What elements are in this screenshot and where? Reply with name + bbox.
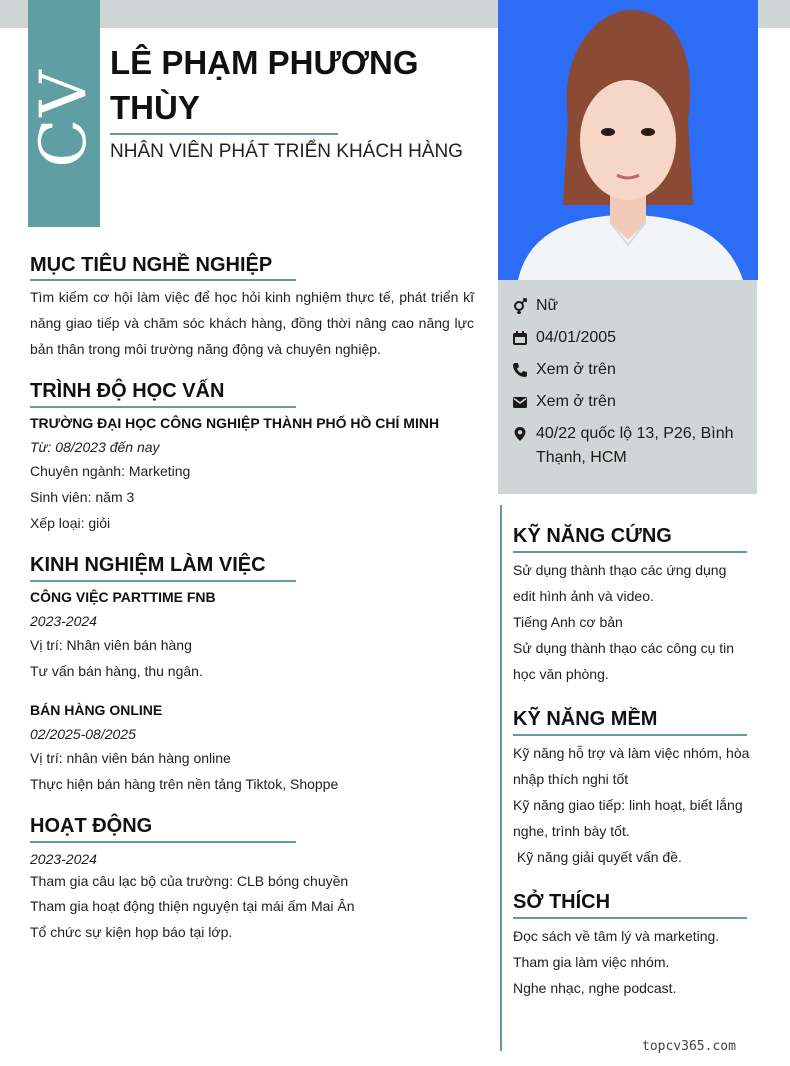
- location-pin-icon: [512, 422, 528, 446]
- job-line: Thực hiện bán hàng trên nền tảng Tiktok, Shoppe: [30, 776, 339, 792]
- education-line: Sinh viên: năm 3: [30, 489, 135, 505]
- name-underline: [110, 133, 338, 135]
- job-name: CÔNG VIỆC PARTTIME FNB: [30, 589, 216, 605]
- job-period: 2023-2024: [30, 613, 97, 629]
- hard-skill-line: Sử dụng thành thạo các công cụ tin: [513, 640, 735, 656]
- info-gender: Nữ: [512, 294, 746, 318]
- school-name: TRƯỜNG ĐẠI HỌC CÔNG NGHIỆP THÀNH PHỐ HỒ CHÍ MINH: [30, 415, 440, 431]
- activity-line: Tổ chức sự kiện họp báo tại lớp.: [30, 924, 233, 940]
- hobby-line: Đọc sách về tâm lý và marketing.: [513, 928, 720, 944]
- activity-line: Tham gia câu lạc bộ của trường: CLB bóng chuyền: [30, 873, 349, 889]
- soft-skill-line: nghe, trình bày tốt.: [513, 823, 630, 839]
- info-birthday: 04/01/2005: [512, 326, 746, 350]
- objective-text: Tìm kiếm cơ hội làm việc để học hỏi kinh nghiệm thực tế, phát triển kĩ năng giao tiếp và chăm sóc khách hàng, đồng thời nâng cao năng lực bản thân trong môi trường năng động và chuyên nghiệp.: [30, 289, 474, 357]
- soft-skill-line: Kỹ năng giải quyết vấn đề.: [513, 849, 682, 865]
- experience-underline: [30, 580, 296, 582]
- education-line: Xếp loại: giỏi: [30, 515, 111, 531]
- mail-icon: [512, 390, 528, 414]
- experience-title: KINH NGHIỆM LÀM VIỆC: [30, 554, 266, 576]
- job-name: BÁN HÀNG ONLINE: [30, 702, 163, 718]
- hard-skills-underline: [513, 551, 747, 553]
- hard-skills-title: KỸ NĂNG CỨNG: [513, 525, 672, 547]
- objective-title: MỤC TIÊU NGHỀ NGHIỆP: [30, 254, 273, 276]
- soft-skill-line: Kỹ năng hỗ trợ và làm việc nhóm, hòa: [513, 745, 750, 761]
- activity-line: Tham gia hoạt động thiện nguyện tại mái ấm Mai Ân: [30, 898, 355, 914]
- education-title: TRÌNH ĐỘ HỌC VẤN: [30, 380, 225, 402]
- hobby-line: Nghe nhạc, nghe podcast.: [513, 980, 677, 996]
- personal-info-panel: [498, 280, 757, 494]
- soft-skills-underline: [513, 734, 747, 736]
- info-email: Xem ở trên: [512, 390, 746, 414]
- info-phone: Xem ở trên: [512, 358, 746, 382]
- job-line: Vị trí: Nhân viên bán hàng: [30, 637, 192, 653]
- activities-title: HOẠT ĐỘNG: [30, 815, 153, 837]
- hard-skill-line: học văn phòng.: [513, 666, 609, 682]
- soft-skill-line: nhập thích nghi tốt: [513, 771, 629, 787]
- hobby-line: Tham gia làm việc nhóm.: [513, 954, 670, 970]
- phone-icon: [512, 358, 528, 382]
- hobbies-underline: [513, 917, 747, 919]
- cv-monogram: CV: [27, 68, 101, 168]
- education-line: Chuyên ngành: Marketing: [30, 463, 191, 479]
- sidebar-divider: [500, 505, 502, 1051]
- hobbies-title: SỞ THÍCH: [513, 891, 611, 913]
- activities-period: 2023-2024: [30, 851, 97, 867]
- hard-skill-line: Sử dụng thành thạo các ứng dụng: [513, 562, 727, 578]
- calendar-icon: [512, 326, 528, 350]
- job-line: Vị trí: nhân viên bán hàng online: [30, 750, 231, 766]
- education-underline: [30, 406, 296, 408]
- activities-underline: [30, 841, 296, 843]
- gender-icon: [512, 294, 528, 318]
- soft-skill-line: Kỹ năng giao tiếp: linh hoạt, biết lắng: [513, 797, 743, 813]
- objective-underline: [30, 279, 296, 281]
- hard-skill-line: Tiếng Anh cơ bản: [513, 614, 623, 630]
- hard-skill-line: edit hình ảnh và video.: [513, 588, 654, 604]
- soft-skills-title: KỸ NĂNG MỀM: [513, 708, 658, 730]
- job-title: NHÂN VIÊN PHÁT TRIỂN KHÁCH HÀNG: [110, 141, 463, 162]
- education-period: Từ: 08/2023 đến nay: [30, 439, 160, 455]
- info-address: 40/22 quốc lộ 13, P26, Bình Thạnh, HCM: [512, 422, 746, 470]
- watermark-text: topcv365.com: [642, 1039, 736, 1054]
- job-line: Tư vấn bán hàng, thu ngân.: [30, 663, 203, 679]
- candidate-name: LÊ PHẠM PHƯƠNG THÙY: [110, 44, 419, 126]
- profile-photo: [498, 0, 758, 280]
- job-period: 02/2025-08/2025: [30, 726, 136, 742]
